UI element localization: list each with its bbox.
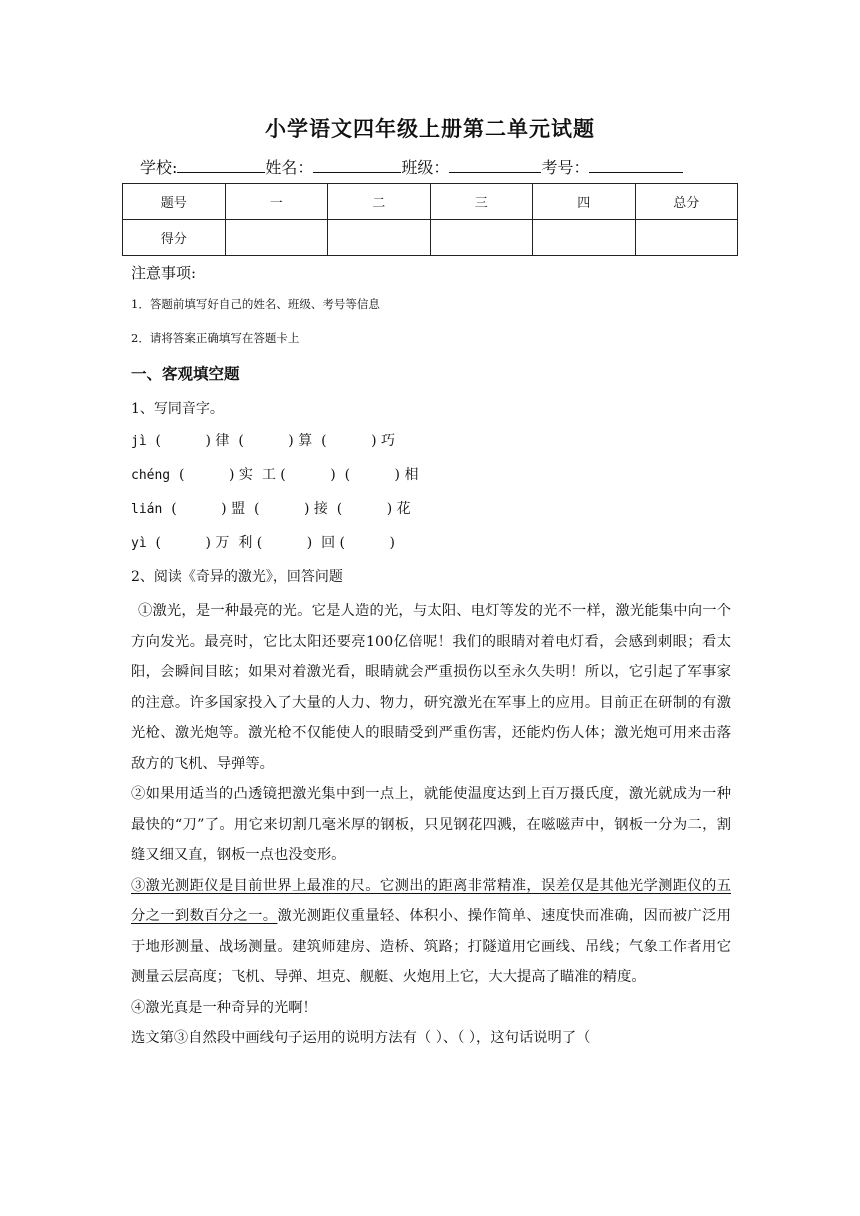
student-info-line xyxy=(140,155,683,178)
score-header-cell: 总分 xyxy=(635,184,738,220)
score-cell[interactable] xyxy=(635,220,738,256)
name-blank[interactable] xyxy=(313,158,401,173)
underlined-sentence: ③激光测距仪是目前世界上最准的尺。它测出的距离非常精准，误差仅是其他光学测距仪的五分之一到数百分之一。 xyxy=(131,877,731,924)
reading-passage xyxy=(131,596,731,1054)
score-table xyxy=(122,183,738,256)
homophone-blanks: ( ) 律 ( ) 算 ( ) 巧 xyxy=(146,433,395,449)
school-blank[interactable] xyxy=(177,158,265,173)
pinyin: chéng xyxy=(131,468,171,483)
homophone-row xyxy=(131,430,395,450)
notice-title: 注意事项: xyxy=(131,264,197,282)
score-cell[interactable] xyxy=(430,220,533,256)
score-row-label: 得分 xyxy=(123,220,226,256)
score-table-score-row xyxy=(123,220,738,256)
score-header-cell: 题号 xyxy=(123,184,226,220)
homophone-row xyxy=(131,464,418,484)
class-label: 班级： xyxy=(401,158,450,177)
exam-no-label: 考号： xyxy=(541,158,590,177)
question-2-prompt: 2、阅读《奇异的激光》，回答问题 xyxy=(131,569,343,585)
question-2-subquestion: 选文第③自然段中画线句子运用的说明方法有（ ）、（ ），这句话说明了（ xyxy=(131,1030,591,1046)
name-label: 姓名： xyxy=(265,158,314,177)
score-cell[interactable] xyxy=(225,220,328,256)
question-1-prompt: 1、写同音字。 xyxy=(131,401,224,417)
score-cell[interactable] xyxy=(533,220,636,256)
pinyin: yì xyxy=(131,536,147,551)
passage-paragraph-2: ②如果用适当的凸透镜把激光集中到一点上，就能使温度达到上百万摄氏度，激光就成为一种最快的“刀”了。用它来切割几毫米厚的钢板，只见钢花四溅，在嗞嗞声中，钢板一分为二，割缝又细又直，钢板一点也没变形。 xyxy=(131,786,731,863)
score-header-cell: 一 xyxy=(225,184,328,220)
homophone-blanks: ( ) 盟 ( ) 接 ( ) 花 xyxy=(162,501,411,517)
notice-item: 2．请将答案正确填写在答题卡上 xyxy=(131,331,300,345)
passage-paragraph-1: ①激光，是一种最亮的光。它是人造的光，与太阳、电灯等发的光不一样，激光能集中向一个方向发光。最亮时，它比太阳还要亮100亿倍呢！我们的眼睛对着电灯看，会感到刺眼；看太阳，会瞬间目眩；如果对着激光看，眼睛就会严重损伤以至永久失明！所以，它引起了军事家的注意。许多国家投入了大量的人力、物力，研究激光在军事上的应用。目前正在研制的有激光枪、激光炮等。激光枪不仅能使人的眼睛受到严重伤害，还能灼伤人体；激光炮可用来击落敌方的飞机、导弹等。 xyxy=(131,603,731,772)
page-title: 小学语文四年级上册第二单元试题 xyxy=(265,116,595,141)
passage-paragraph-3 xyxy=(131,871,731,993)
paragraph-3-rest: 激光测距仪重量轻、体积小、操作简单、速度快而准确，因而被广泛用于地形测量、战场测量。建筑师建房、造桥、筑路；打隧道用它画线、吊线；气象工作者用它测量云层高度；飞机、导弹、坦克、舰艇、火炮用上它，大大提高了瞄准的精度。 xyxy=(131,908,732,985)
exam-no-blank[interactable] xyxy=(589,158,683,173)
section-heading: 一、客观填空题 xyxy=(131,364,240,383)
score-header-cell: 二 xyxy=(328,184,431,220)
school-label: 学校: xyxy=(140,158,178,177)
homophone-row xyxy=(131,532,395,552)
homophone-blanks: ( ) 实 工 ( ) ( ) 相 xyxy=(170,467,419,483)
notice-item: 1．答题前填写好自己的姓名、班级、考号等信息 xyxy=(131,297,380,311)
pinyin: jì xyxy=(131,434,147,449)
class-blank[interactable] xyxy=(449,158,541,173)
score-header-cell: 三 xyxy=(430,184,533,220)
homophone-row xyxy=(131,498,411,518)
score-header-cell: 四 xyxy=(533,184,636,220)
passage-paragraph-4: ④激光真是一种奇异的光啊！ xyxy=(131,999,317,1016)
score-table-header-row xyxy=(123,184,738,220)
score-cell[interactable] xyxy=(328,220,431,256)
pinyin: lián xyxy=(131,502,163,517)
homophone-blanks: ( ) 万 利 ( ) 回 ( ) xyxy=(146,535,395,551)
